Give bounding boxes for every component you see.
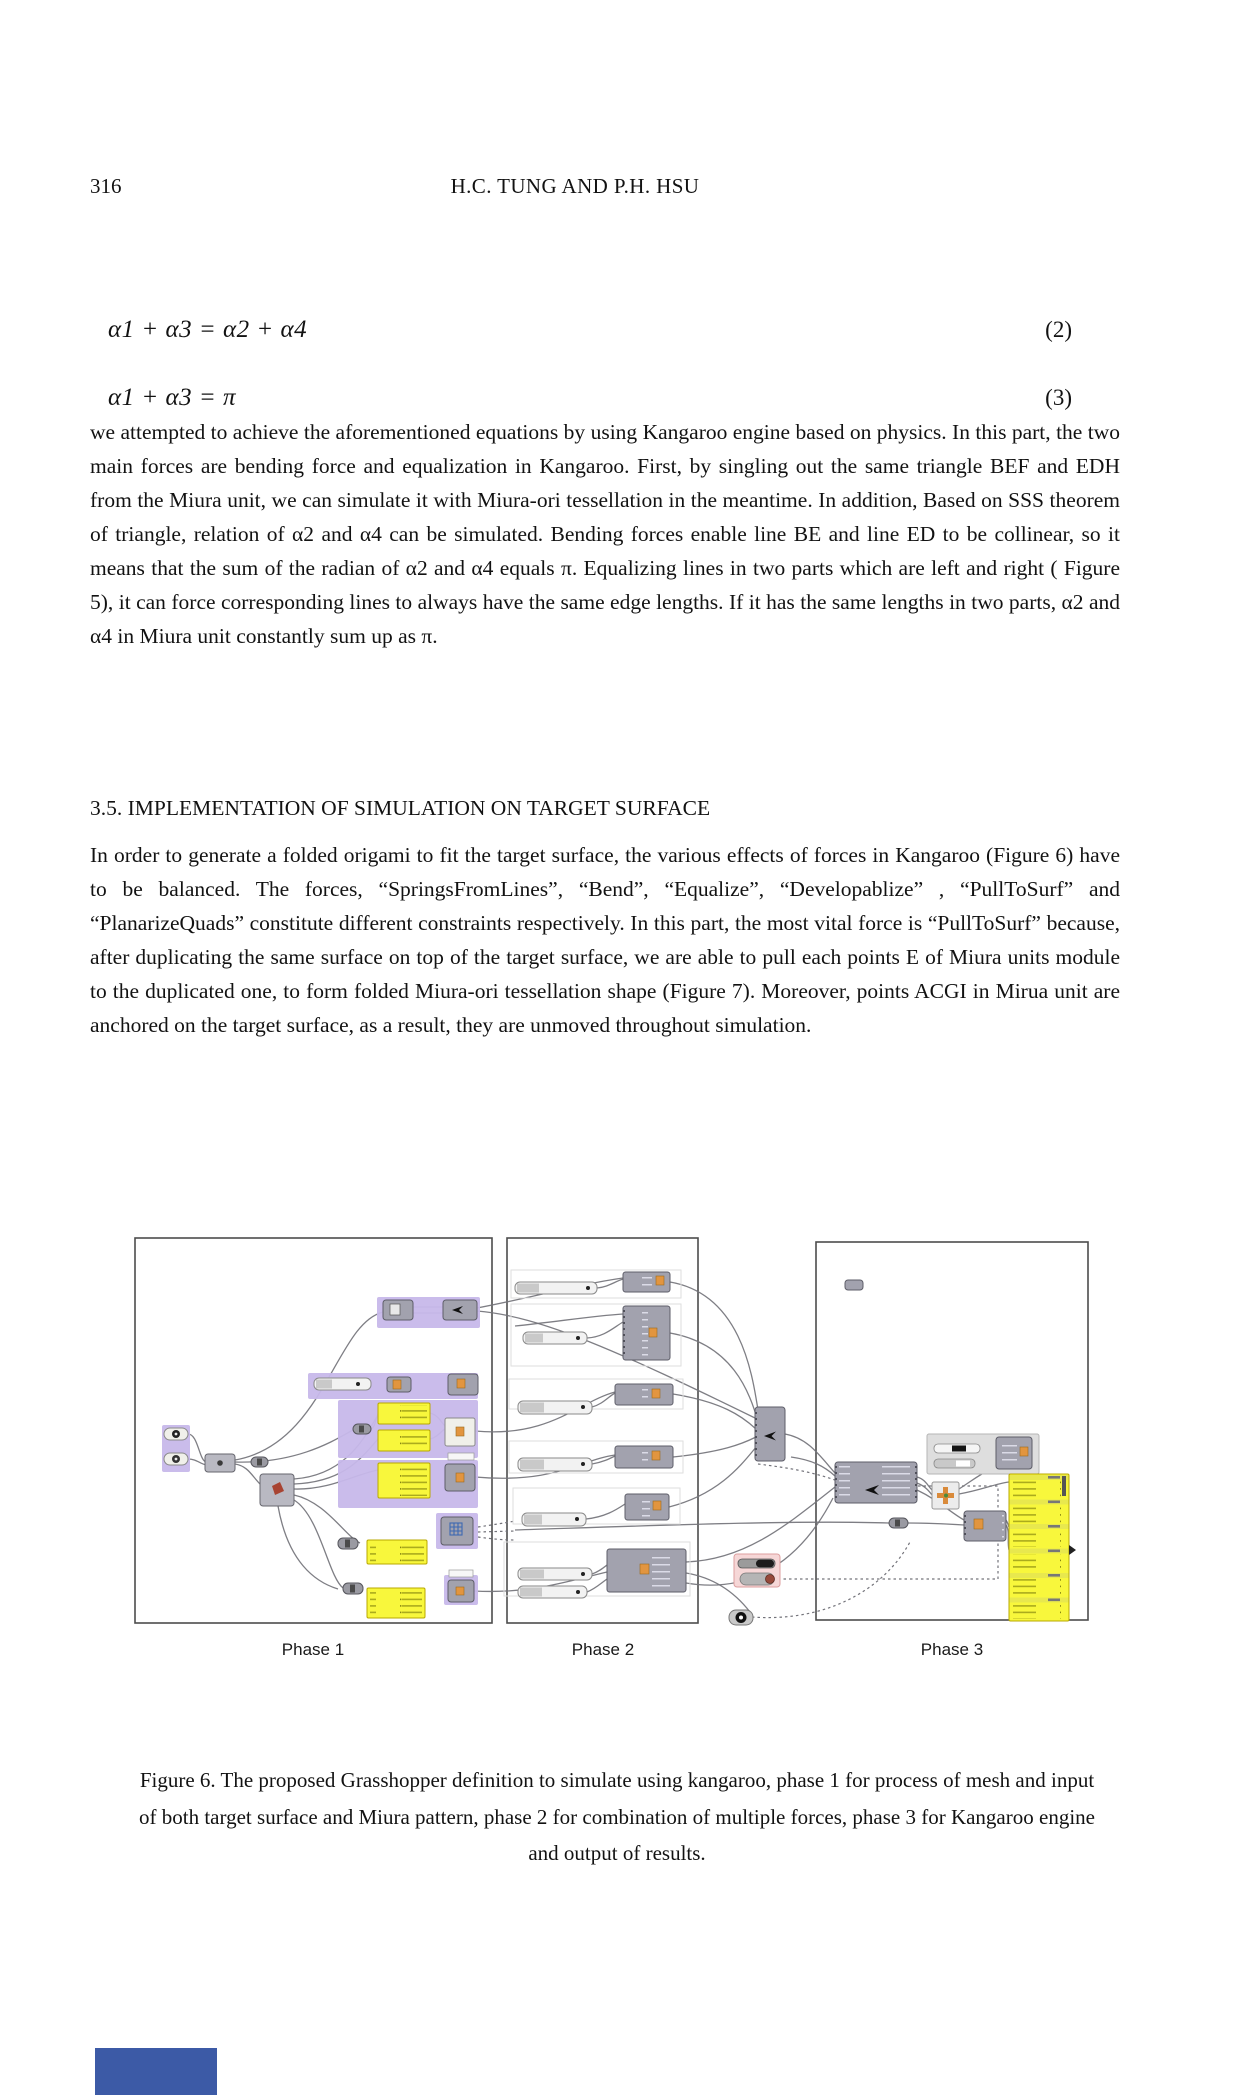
phase1-slider-grip [356, 1382, 360, 1386]
data-panel-rows [381, 1465, 427, 1496]
output-node-labels [988, 1514, 1004, 1538]
kangaroo-right-labels [881, 1466, 913, 1499]
figure6 [100, 1232, 1110, 1632]
paragraph-1: we attempted to achieve the aforementioned equations by using Kangaroo engine based on physics. In this part, the two main forces are bending force and equalization in Kangaroo. First, by singling out the same triangle BEF and EDH from the Miura unit, we can simulate it with Miura-ori tessellation in the meantime. In addition, Based on SSS theorem of triangle, relation of α2 and α4 can be simulated. Bending forces enable line BE and line ED to be collinear, so it means that the sum of the radian of α2 and α4 equals π. Equalizing lines in two parts which are left and right ( Figure 5), it can force corresponding lines to always have the same edge lengths. If it has the same lengths in two parts, α2 and α4 in Miura unit constantly sum up as π. [90, 420, 1120, 648]
settings-node-labels [999, 1440, 1017, 1466]
section-heading: 3.5. IMPLEMENTATION OF SIMULATION ON TARGET SURFACE [90, 796, 711, 820]
output-node-icon [974, 1519, 983, 1529]
explode-icon [390, 1304, 400, 1315]
equation-3-number: (3) [1045, 385, 1072, 410]
relay-pill-band [345, 1540, 350, 1548]
equation-2-number: (2) [1045, 317, 1072, 342]
wing-node-small [443, 1300, 477, 1320]
panel-arrow [1069, 1545, 1076, 1555]
kangaroo-left-labels [839, 1466, 869, 1499]
data-panel-rows [381, 1432, 427, 1449]
phase2-force-nodes [607, 1272, 686, 1592]
settings-slider-bar [952, 1446, 966, 1452]
boolean-toggle-state [756, 1560, 774, 1568]
surface-icon-dot [175, 1458, 178, 1461]
anchor-icon [456, 1427, 464, 1436]
equation-2 [108, 316, 1072, 344]
figure-caption: Figure 6. The proposed Grasshopper definition to simulate using kangaroo, phase 1 for process of mesh and input of both target surface and Miura pattern, phase 2 for combination of multiple forces, phase 3 for Kangaroo engine and output of results. [139, 1768, 1095, 1865]
settings-input-box [956, 1461, 970, 1467]
data-panel-rows [381, 1405, 427, 1422]
equation-2-body: α1 + α3 = α2 + α4 [108, 316, 308, 343]
phase1-content [162, 1297, 480, 1618]
small-node-icon [217, 1460, 223, 1466]
counter-icon-dot [739, 1616, 743, 1620]
figure6-diagram [100, 1232, 1110, 1632]
graphic-icon [456, 1587, 464, 1595]
equation-3-body: α1 + α3 = π [108, 384, 237, 411]
relay-pill-band [895, 1520, 900, 1527]
data-panel-rows [370, 1590, 422, 1616]
phase3-content [835, 1280, 1076, 1621]
page-number: 316 [90, 174, 122, 198]
pullunit-icon [456, 1473, 464, 1482]
phase2-content [504, 1270, 785, 1625]
relay-pill-band [257, 1459, 262, 1466]
phase2-label: Phase 2 [571, 1640, 635, 1659]
equation-3 [108, 384, 1072, 412]
relay-pill-band [350, 1585, 355, 1593]
timer-knob [766, 1575, 775, 1584]
srf-icon2 [457, 1379, 465, 1388]
result-panel [1009, 1474, 1076, 1621]
pullunit-label-chip [448, 1453, 474, 1460]
paragraph-2: In order to generate a folded origami to fit the target surface, the various effects of forces in Kangaroo (Figure 6) have to be balanced. The forces, “SpringsFromLines”, “Bend”, “Equalize”, “Developablize” , “PullToSurf” and “PlanarizeQuads” constitute different constraints respectively. In this part, the most vital force is “PullToSurf” because, after duplicating the same surface on top of the target surface, we are able to pull each points E of Miura units module to the duplicated one, to form folded Miura-ori tessellation shape (Figure 7). Moreover, points ACGI in Mirua unit are anchored on the target surface, as a result, they are unmoved throughout simulation. [90, 843, 1120, 1037]
settings-node-icon [1020, 1447, 1028, 1456]
curve-icon-dot [175, 1433, 178, 1436]
top-small-node [845, 1280, 863, 1290]
srf-icon [393, 1380, 401, 1389]
graphic-label-chip [449, 1570, 473, 1577]
phase1-label: Phase 1 [281, 1640, 345, 1659]
relay-pill-band [359, 1426, 364, 1433]
wires [188, 1278, 1009, 1618]
data-panel-rows [370, 1542, 424, 1562]
phase3-label: Phase 3 [920, 1640, 984, 1659]
bottom-blue-bar [95, 2048, 217, 2095]
running-head: H.C. TUNG AND P.H. HSU [450, 174, 700, 198]
cross-icon-dot [944, 1494, 948, 1498]
phase1-slider-label [316, 1380, 332, 1389]
panel-scrollbar [1062, 1476, 1066, 1496]
